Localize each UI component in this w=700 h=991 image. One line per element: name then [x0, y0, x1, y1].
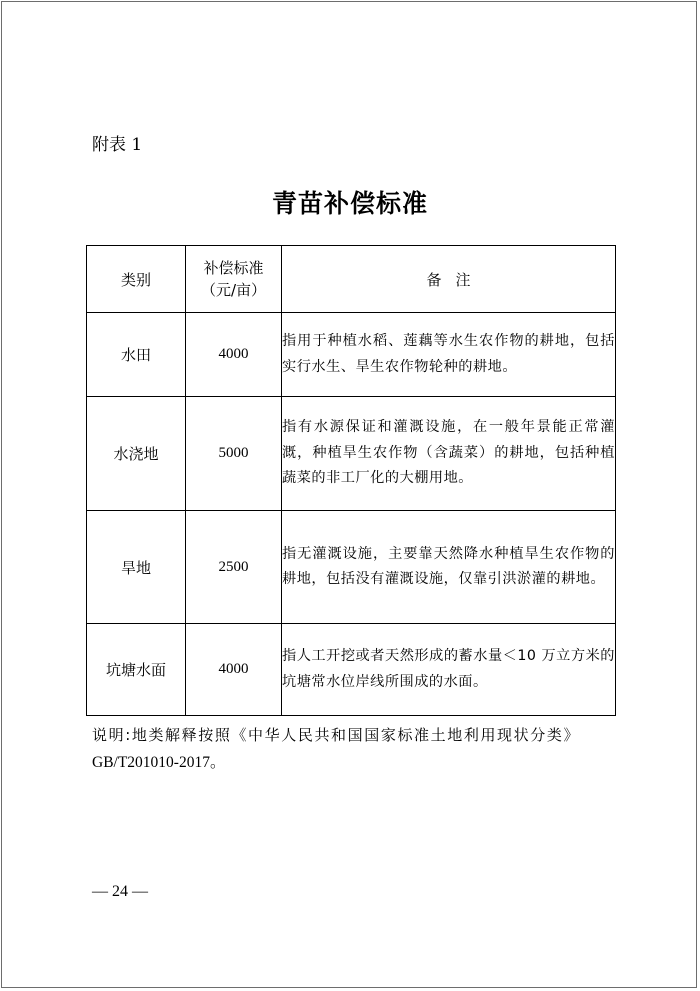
row-standard: 4000	[186, 624, 282, 716]
appendix-label: 附表 1	[92, 135, 143, 155]
table-row	[87, 313, 616, 397]
header-category: 类别	[87, 246, 186, 313]
row-category: 旱地	[87, 511, 186, 624]
table-row	[87, 397, 616, 511]
row-standard: 4000	[186, 313, 282, 397]
compensation-standard-table	[86, 245, 616, 716]
document-title: 青苗补偿标准	[271, 189, 428, 218]
row-category: 水田	[87, 313, 186, 397]
table-row	[87, 511, 616, 624]
footnote-line2: GB/T201010-2017。	[92, 754, 226, 771]
footnote-line1: 说明:地类解释按照《中华人民共和国国家标准土地利用现状分类》	[92, 726, 581, 744]
table-row	[87, 624, 616, 716]
row-category: 坑塘水面	[87, 624, 186, 716]
page-number: — 24 —	[92, 883, 148, 900]
row-remarks: 指用于种植水稻、莲藕等水生农作物的耕地，包括实行水生、旱生农作物轮种的耕地。	[282, 313, 616, 397]
row-category: 水浇地	[87, 397, 186, 511]
row-remarks: 指有水源保证和灌溉设施，在一般年景能正常灌溉，种植旱生农作物（含蔬菜）的耕地，包括种植蔬菜的非工厂化的大棚用地。	[282, 397, 616, 511]
header-remarks	[282, 246, 616, 313]
header-remarks-label: 备注	[426, 270, 485, 289]
header-standard	[186, 246, 282, 313]
row-remarks: 指无灌溉设施，主要靠天然降水种植旱生农作物的耕地，包括没有灌溉设施，仅靠引洪淤灌的耕地。	[282, 511, 616, 624]
header-standard-line1: 补偿标准	[203, 259, 264, 277]
footnote	[92, 722, 610, 776]
row-standard: 5000	[186, 397, 282, 511]
row-remarks: 指人工开挖或者天然形成的蓄水量＜10 万立方米的坑塘常水位岸线所围成的水面。	[282, 624, 616, 716]
table-header-row	[87, 246, 616, 313]
row-standard: 2500	[186, 511, 282, 624]
header-standard-line2: （元/亩）	[200, 281, 267, 299]
